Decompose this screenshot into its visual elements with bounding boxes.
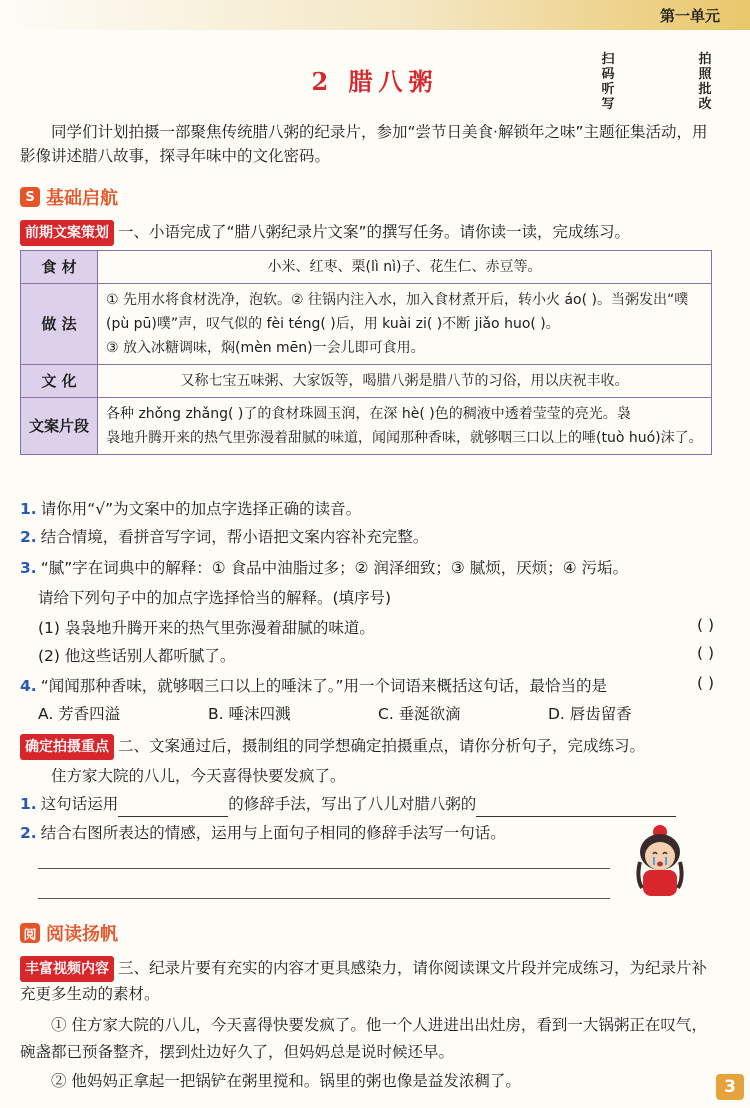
- section-reading-icon: 阅: [20, 923, 40, 943]
- part2-tag: 确定拍摄重点: [20, 734, 114, 760]
- recipe-table: [20, 250, 712, 455]
- section-reading: [20, 920, 118, 946]
- question-number: 1.: [20, 500, 37, 518]
- reading-paragraph-1: ① 住方家大院的八儿，今天喜得快要发疯了。他一个人进进出出灶房，看到一大锅粥正在叹气，碗盏都已预备整齐，摆到灶边好久了，但妈妈总是说时候还早。: [20, 1016, 707, 1061]
- row-content: 小米、红枣、栗(lì nì)子、花生仁、赤豆等。: [98, 251, 712, 284]
- question-1: [20, 497, 720, 521]
- header-bar: [0, 0, 750, 30]
- table-row: [21, 251, 712, 284]
- question-number: 3.: [20, 559, 37, 577]
- question-3-s2: (2) 他这些话别人都听腻了。: [38, 647, 236, 665]
- intro-paragraph: 同学们计划拍摄一部聚焦传统腊八粥的纪录片，参加“尝节日美食·解锁年之味”主题征集活动，用影像讲述腊八故事，探寻年味中的文化密码。: [20, 123, 708, 165]
- crying-girl-icon: [625, 822, 695, 900]
- page-title: 2 腊八粥: [311, 67, 439, 96]
- scan-dictation-label[interactable]: 扫码听写: [601, 52, 615, 112]
- row-content: [98, 398, 712, 455]
- section-basic: [20, 184, 118, 210]
- row-label: 文案片段: [21, 398, 98, 455]
- question-2: [20, 525, 720, 549]
- question-text-b: 的修辞手法，写出了八儿对腊八粥的: [228, 795, 477, 813]
- blank-feeling[interactable]: [476, 792, 676, 817]
- question-3-sub: 请给下列句子中的加点字选择恰当的解释。(填序号): [38, 589, 392, 607]
- table-row: [21, 284, 712, 365]
- method-line-1: ① 先用水将食材洗净，泡软。② 往锅内注入水，加入食材煮开后，转小火 áo( )。当粥发出“噗: [106, 292, 689, 308]
- option-b[interactable]: B. 唾沫四溅: [208, 705, 291, 723]
- answer-paren[interactable]: ( ): [696, 644, 714, 662]
- answer-paren[interactable]: ( ): [696, 674, 714, 692]
- question-text-a: 这句话运用: [40, 795, 119, 813]
- section-basic-title: 基础启航: [46, 188, 118, 209]
- part2-question-1: [20, 792, 720, 817]
- blank-rhetoric[interactable]: [118, 792, 228, 817]
- question-number: 2.: [20, 824, 37, 842]
- part2-question-2: [20, 821, 720, 845]
- row-content: [98, 284, 712, 365]
- unit-label: 第一单元: [659, 7, 720, 25]
- part1-heading: [20, 220, 720, 246]
- option-c[interactable]: C. 垂涎欲滴: [378, 705, 461, 723]
- question-text: 请你用“√”为文案中的加点字选择正确的读音。: [40, 500, 362, 518]
- option-a[interactable]: A. 芳香四溢: [38, 705, 121, 723]
- question-text: “腻”字在词典中的解释：① 食品中油脂过多；② 润泽细致；③ 腻烦，厌烦；④ 污垢。: [40, 559, 629, 577]
- answer-paren[interactable]: ( ): [696, 616, 714, 634]
- part3-tag: 丰富视频内容: [20, 956, 114, 982]
- part2-text: 二、文案通过后，摄制组的同学想确定拍摄重点，请你分析句子，完成练习。: [118, 737, 646, 755]
- question-text: 结合右图所表达的情感，运用与上面句子相同的修辞手法写一句话。: [40, 824, 506, 842]
- row-label: 做 法: [21, 284, 98, 365]
- question-text: “闻闻那种香味，就够咽三口以上的唾沫了。”用一个词语来概括这句话，最恰当的是: [40, 677, 608, 695]
- table-row: [21, 398, 712, 455]
- analysis-sentence: 住方家大院的八儿，今天喜得快要发疯了。: [51, 767, 346, 785]
- question-number: 2.: [20, 528, 37, 546]
- question-text: 结合情境，看拼音写字词，帮小语把文案内容补充完整。: [40, 528, 429, 546]
- option-d[interactable]: D. 唇齿留香: [548, 705, 632, 723]
- question-number: 1.: [20, 795, 37, 813]
- part1-text: 一、小语完成了“腊八粥纪录片文案”的撰写任务。请你读一读，完成练习。: [118, 223, 631, 241]
- row-content: 又称七宝五味粥、大家饭等，喝腊八粥是腊八节的习俗，用以庆祝丰收。: [98, 365, 712, 398]
- section-basic-icon: S: [20, 187, 40, 207]
- photo-correct-label[interactable]: 拍照批改: [698, 52, 712, 112]
- row-label: 文 化: [21, 365, 98, 398]
- part3-text: 三、纪录片要有充实的内容才更具感染力，请你阅读课文片段并完成练习，为纪录片补充更多生动的素材。: [20, 959, 708, 1003]
- writing-line-1[interactable]: [38, 868, 610, 869]
- reading-paragraph-2: ② 他妈妈正拿起一把锅铲在粥里搅和。锅里的粥也像是益发浓稠了。: [51, 1072, 521, 1090]
- method-line-2: (pù pū)噗”声，叹气似的 fèi téng( )后，用 kuài zi( )不断 jiǎo huo( )。: [106, 316, 560, 332]
- snippet-line-1: 各种 zhǒng zhǎng( )了的食材珠圆玉润，在深 hè( )色的稠液中透着莹莹的亮光。袅: [106, 406, 631, 422]
- table-row: [21, 365, 712, 398]
- section-reading-title: 阅读扬帆: [46, 924, 118, 945]
- question-3: [20, 556, 720, 580]
- part3-heading: [20, 956, 720, 1006]
- question-number: 4.: [20, 677, 37, 695]
- question-4-options: [38, 702, 718, 724]
- question-3-s1: (1) 袅袅地升腾开来的热气里弥漫着甜腻的味道。: [38, 619, 375, 637]
- method-line-3: ③ 放入冰糖调味，焖(mèn mēn)一会儿即可食用。: [106, 340, 425, 356]
- page-number: 3: [716, 1074, 744, 1100]
- part1-tag: 前期文案策划: [20, 220, 114, 246]
- question-4: [20, 674, 720, 698]
- snippet-line-2: 袅地升腾开来的热气里弥漫着甜腻的味道，闻闻那种香味，就够咽三口以上的唾(tuò huó)沫了。: [106, 430, 703, 446]
- row-label: 食 材: [21, 251, 98, 284]
- writing-line-2[interactable]: [38, 898, 610, 899]
- part2-heading: [20, 734, 720, 760]
